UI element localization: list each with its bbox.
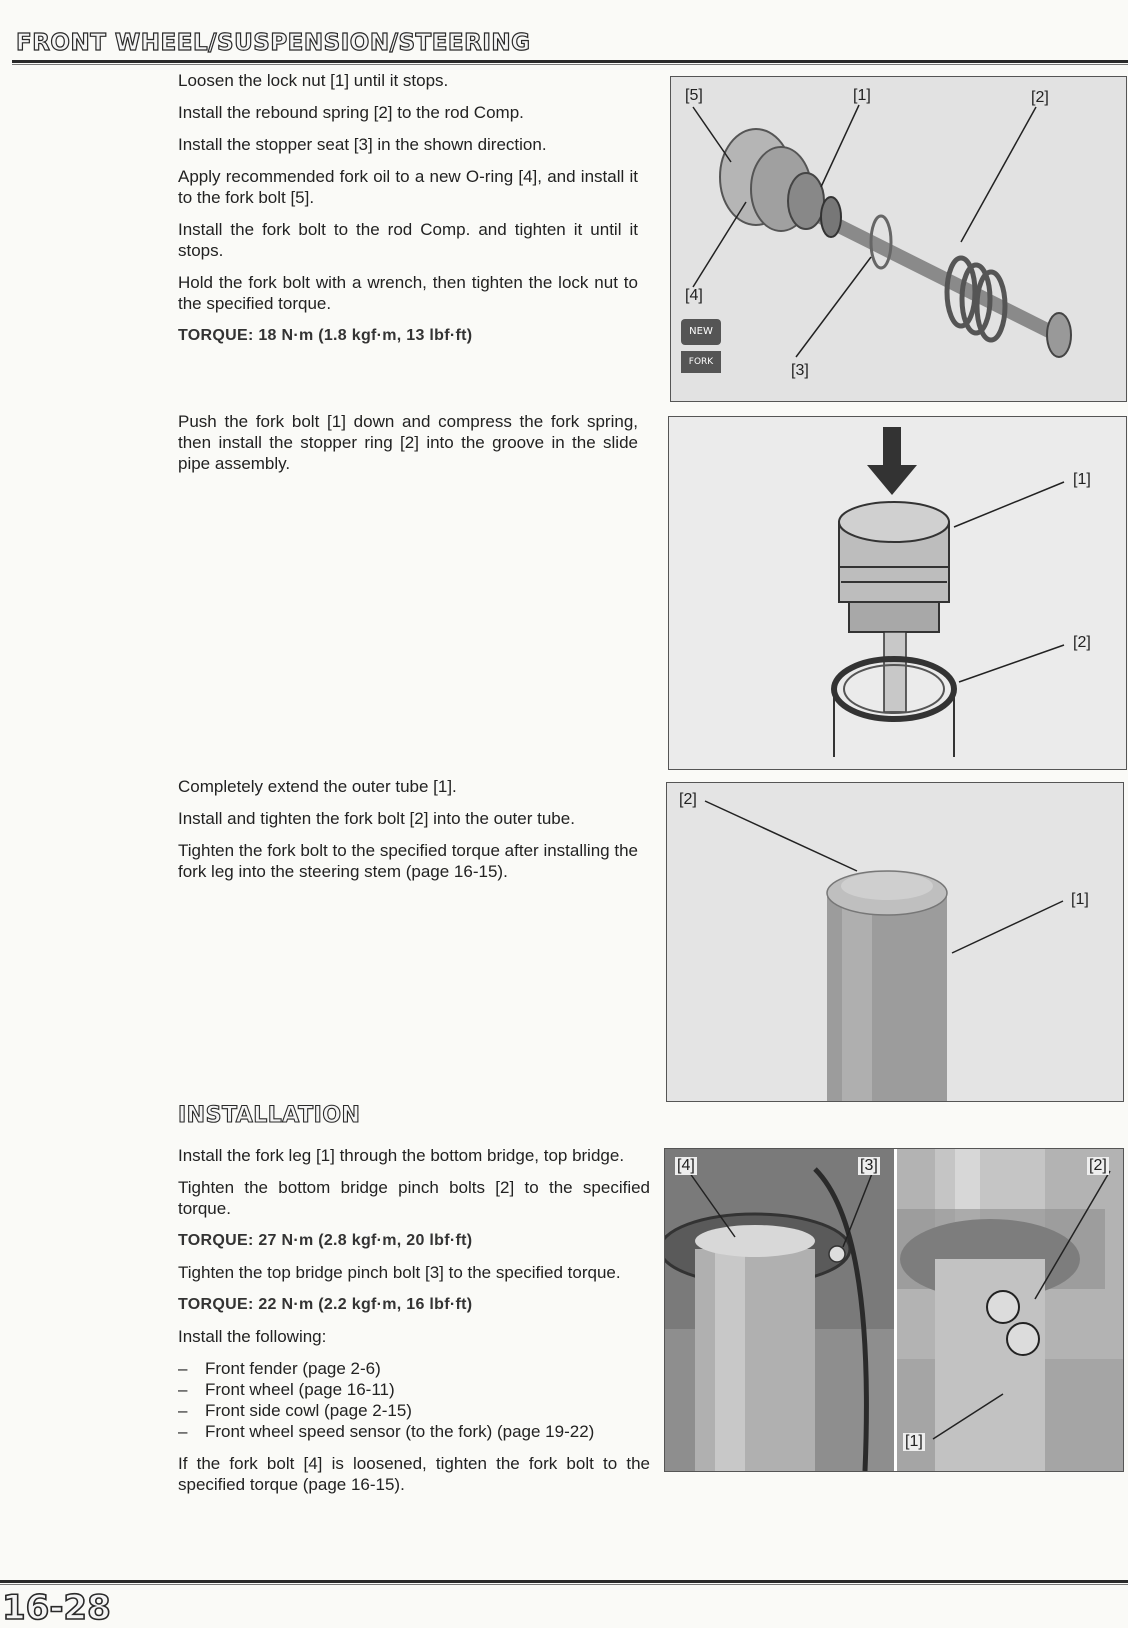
figure-fork-bolt-rod: [670, 76, 1127, 402]
paragraph: Install the rebound spring [2] to the rod Comp.: [178, 103, 524, 122]
callout-3: [3]: [791, 362, 809, 379]
list-item: – Front side cowl (page 2-15): [178, 1400, 650, 1421]
paragraph: Loosen the lock nut [1] until it stops.: [178, 71, 449, 90]
header-rule-thin: [12, 64, 1128, 65]
paragraph: Install the fork bolt to the rod Comp. and tighten it until it stops.: [178, 220, 638, 260]
callout-5: [5]: [685, 87, 703, 104]
callout-2: [2]: [679, 791, 697, 808]
callout-4: [4]: [685, 287, 703, 304]
paragraph: Install the stopper seat [3] in the shown direction.: [178, 135, 547, 154]
section-installation: [178, 1145, 650, 1506]
paragraph: Install and tighten the fork bolt [2] into the outer tube.: [178, 809, 575, 828]
figure-outer-tube-bolt: [666, 782, 1124, 1102]
section-stopper-ring: [178, 411, 638, 485]
section-outer-tube: [178, 776, 638, 893]
torque-spec: TORQUE: 27 N·m (2.8 kgf·m, 20 lbf·ft): [178, 1232, 473, 1249]
list-item: – Front wheel speed sensor (to the fork) (page 19-22): [178, 1421, 650, 1442]
page-title: FRONT WHEEL/SUSPENSION/STEERING: [16, 30, 531, 56]
list-item: – Front fender (page 2-6): [178, 1358, 650, 1379]
fork-oil-icon: FORK: [681, 351, 721, 373]
paragraph: Hold the fork bolt with a wrench, then tighten the lock nut to the specified torque.: [178, 273, 638, 313]
callout-4: [4]: [677, 1157, 695, 1174]
paragraph: Completely extend the outer tube [1].: [178, 777, 457, 796]
figure-fork-installation-drawing: [665, 1149, 1123, 1471]
header-rule: [12, 60, 1128, 63]
callout-3: [3]: [860, 1157, 878, 1174]
paragraph: Tighten the fork bolt to the specified torque after installing the fork leg into the steering stem (page 16-15).: [178, 841, 638, 881]
figure-stopper-ring-drawing: [669, 417, 1126, 769]
paragraph: Install the following:: [178, 1327, 327, 1346]
callout-2: [2]: [1073, 634, 1091, 651]
figure-stopper-ring: [668, 416, 1127, 770]
callout-1: [1]: [1073, 471, 1091, 488]
figure-outer-tube-bolt-drawing: [667, 783, 1123, 1101]
figure-fork-installation: [664, 1148, 1124, 1472]
section-heading-installation: INSTALLATION: [178, 1103, 361, 1128]
figure-fork-bolt-rod-drawing: [671, 77, 1126, 401]
torque-spec: TORQUE: 22 N·m (2.2 kgf·m, 16 lbf·ft): [178, 1296, 473, 1313]
torque-spec: TORQUE: 18 N·m (1.8 kgf·m, 13 lbf·ft): [178, 327, 473, 344]
paragraph: Install the fork leg [1] through the bottom bridge, top bridge.: [178, 1146, 625, 1165]
callout-2: [2]: [1031, 89, 1049, 106]
callout-2: [2]: [1089, 1157, 1107, 1174]
callout-1: [1]: [905, 1433, 923, 1450]
paragraph: Tighten the top bridge pinch bolt [3] to the specified torque.: [178, 1263, 621, 1282]
new-part-icon: NEW: [681, 319, 721, 345]
paragraph: Apply recommended fork oil to a new O-ring [4], and install it to the fork bolt [5].: [178, 167, 638, 207]
page-number: 16-28: [2, 1588, 111, 1628]
install-list: [178, 1358, 650, 1442]
section-fork-bolt-assembly: [178, 70, 638, 357]
footer-rule: [0, 1580, 1128, 1583]
list-item: – Front wheel (page 16-11): [178, 1379, 650, 1400]
paragraph: Tighten the bottom bridge pinch bolts [2] to the specified torque.: [178, 1178, 650, 1218]
callout-1: [1]: [853, 87, 871, 104]
paragraph: If the fork bolt [4] is loosened, tighten the fork bolt to the specified torque (page 16-15).: [178, 1454, 650, 1494]
paragraph: Push the fork bolt [1] down and compress the fork spring, then install the stopper ring [2] into the groove in the slide pipe assembly.: [178, 412, 638, 473]
callout-1: [1]: [1071, 891, 1089, 908]
footer-rule-thin: [0, 1584, 1128, 1585]
